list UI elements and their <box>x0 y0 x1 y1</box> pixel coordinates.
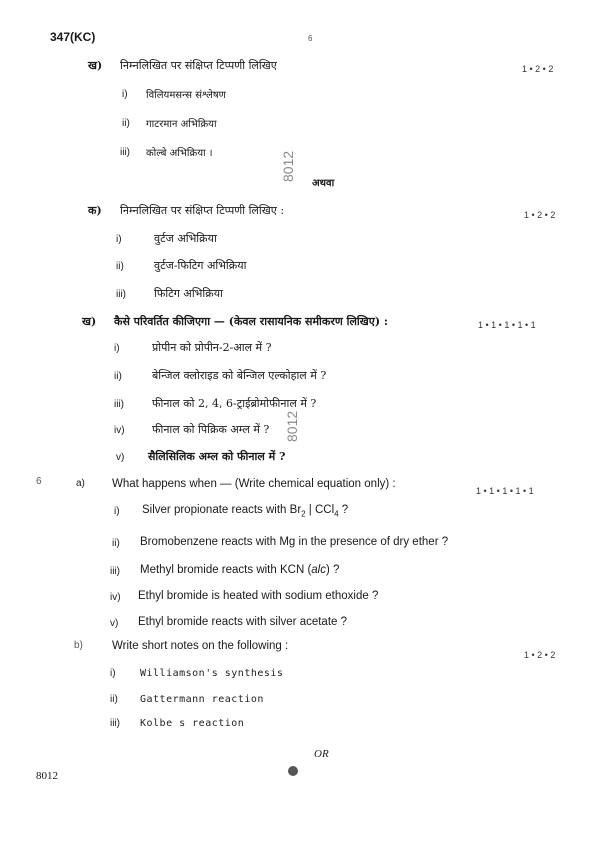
item-text: प्रोपीन को प्रोपीन-2-आल में ? <box>152 341 272 354</box>
section-label: ख) <box>88 59 103 72</box>
ink-dot <box>288 766 298 776</box>
item-text: सैलिसिलिक अम्ल को फीनाल में ? <box>148 450 286 463</box>
item-text: फीनाल को पिक्रिक अम्ल में ? <box>152 423 270 436</box>
item-number: ii) <box>122 118 130 129</box>
or-separator-english: OR <box>314 748 329 760</box>
section-label: a) <box>76 478 85 489</box>
watermark-stamp: 8012 <box>280 150 296 182</box>
subscript: 2 <box>301 509 306 519</box>
question-text: What happens when — (Write chemical equation only) : <box>112 478 396 490</box>
item-number: ii) <box>114 371 122 382</box>
item-text: कोल्बे अभिक्रिया । <box>146 148 213 159</box>
item-number: ii) <box>110 694 118 705</box>
section-label: क) <box>88 204 102 217</box>
item-number: i) <box>114 343 120 354</box>
item-text: Williamson's synthesis <box>140 668 284 679</box>
question-text: Write short notes on the following : <box>112 640 289 652</box>
or-separator-hindi: अथवा <box>312 178 335 189</box>
item-text-part: | CCl <box>305 504 335 516</box>
item-text: वुर्टज-फिटिग अभिक्रिया <box>154 259 247 272</box>
item-number: i) <box>114 506 120 517</box>
item-number: iv) <box>110 592 121 603</box>
item-text: Ethyl bromide is heated with sodium ethoxide ? <box>138 590 379 602</box>
item-text: Bromobenzene reacts with Mg in the presence of dry ether ? <box>140 536 449 548</box>
item-text-part: Methyl bromide reacts with KCN ( <box>140 564 312 576</box>
item-text-part: ? <box>338 504 349 516</box>
question-number: 6 <box>36 476 42 487</box>
marks-distribution: 1 • 2 • 2 <box>524 210 556 220</box>
item-text: Kolbe s reaction <box>140 718 245 729</box>
item-text: फिटिग अभिक्रिया <box>154 287 223 300</box>
subscript: 4 <box>334 509 339 519</box>
item-text-part: ) ? <box>325 564 340 576</box>
item-number: ii) <box>116 261 124 272</box>
item-text: Gattermann reaction <box>140 694 264 705</box>
item-text: वुर्टज अभिक्रिया <box>154 232 217 245</box>
section-label: b) <box>74 640 83 651</box>
item-number: iii) <box>110 566 120 577</box>
item-text <box>142 504 348 518</box>
item-text: बेन्जिल क्लोराइड को बेन्जिल एल्कोहाल में ? <box>152 369 327 382</box>
item-number: v) <box>116 452 125 463</box>
item-number: iii) <box>120 147 130 158</box>
question-text: निम्नलिखित पर संक्षिप्त टिप्पणी लिखिए : <box>120 204 285 217</box>
item-text: फीनाल को 2, 4, 6-ट्राईब्रोमोफीनाल में ? <box>152 397 317 410</box>
watermark-stamp-2: 8012 <box>284 410 300 442</box>
marks-distribution: 1 • 1 • 1 • 1 • 1 <box>478 320 536 330</box>
item-number: iii) <box>110 718 120 729</box>
footer-code: 8012 <box>36 770 58 782</box>
item-number: i) <box>110 668 116 679</box>
item-text-part: Silver propionate reacts with Br <box>142 504 302 516</box>
item-text: Ethyl bromide reacts with silver acetate ? <box>138 616 348 628</box>
marks-distribution: 1 • 1 • 1 • 1 • 1 <box>476 486 534 496</box>
section-label: ख) <box>82 315 97 328</box>
item-text: गाटरमान अभिक्रिया <box>146 119 217 130</box>
item-text <box>140 564 339 576</box>
item-number: i) <box>122 89 128 100</box>
item-number: ii) <box>112 538 120 549</box>
marks-distribution: 1 • 2 • 2 <box>524 650 556 660</box>
paper-code: 347(KC) <box>50 30 96 44</box>
item-text: विलियमसन्स संश्लेषण <box>146 90 226 101</box>
item-number: i) <box>116 234 122 245</box>
item-text-italic: alc <box>311 564 326 576</box>
item-number: v) <box>110 618 119 629</box>
item-number: iv) <box>114 425 125 436</box>
marks-distribution: 1 • 2 • 2 <box>522 64 554 74</box>
question-text: कैसे परिवर्तित कीजिएगा — (केवल रासायनिक समीकरण लिखिए) : <box>114 315 388 328</box>
item-number: iii) <box>114 399 124 410</box>
question-text: निम्नलिखित पर संक्षिप्त टिप्पणी लिखिए <box>120 59 277 72</box>
corner-mark: 6 <box>308 34 313 43</box>
item-number: iii) <box>116 289 126 300</box>
